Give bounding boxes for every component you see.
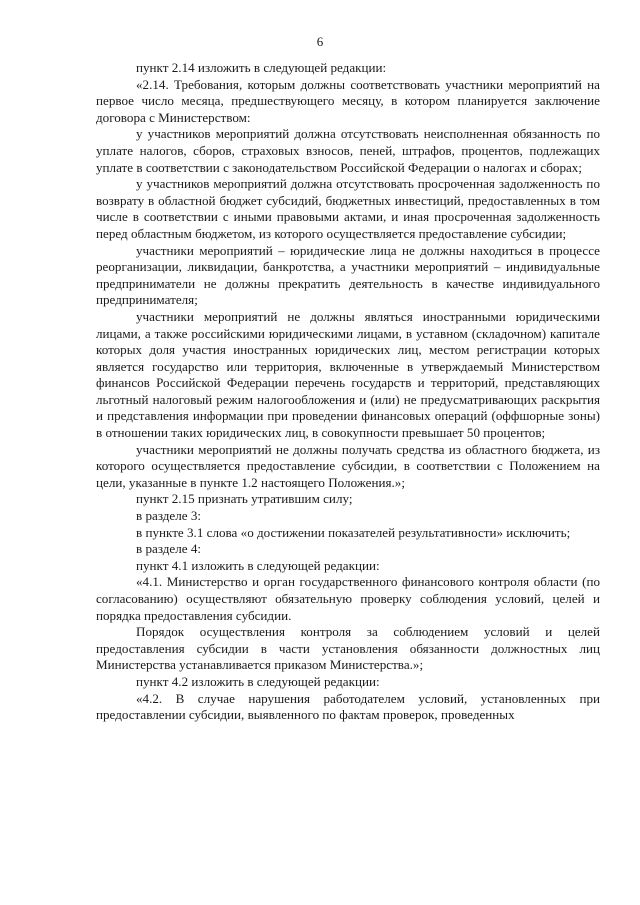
paragraph: у участников мероприятий должна отсутствовать неисполненная обязанность по уплате налогов, сборов, страховых взносов, пеней, штрафов, процентов, подлежащих уплате в соответствии с законодательством Российской Федерации о налогах и сборах;	[96, 126, 600, 175]
paragraph: участники мероприятий не должны являться иностранными юридическими лицами, а также российскими юридическими лицами, в уставном (складочном) капитале которых доля участия иностранных юридических лиц, местом регистрации которых является государство или территория, включенные в утверждаемый Министерством финансов Российской Федерации перечень государств и территорий, представляющих льготный налоговый режим налогообложения и (или) не предусматривающих раскрытия и представления информации при проведении финансовых операций (оффшорные зоны) в отношении таких юридических лиц, в совокупности превышает 50 процентов;	[96, 308, 600, 441]
paragraph: в разделе 4:	[136, 541, 202, 557]
paragraph: «4.2. В случае нарушения работодателем условий, установленных при предоставлении субсидии, выявленного по фактам проверок, проведенных	[96, 690, 600, 723]
paragraph: «2.14. Требования, которым должны соответствовать участники мероприятий на первое число месяца, предшествующего месяцу, в котором планируется заключение договора с Министерством:	[96, 76, 600, 125]
document-body	[96, 60, 600, 724]
paragraph: пункт 2.15 признать утратившим силу;	[136, 491, 353, 507]
paragraph: участники мероприятий не должны получать средства из областного бюджета, из которого осуществляется предоставление субсидии, в соответствии с Положением на цели, указанные в пункте 1.2 настоящего Положения.»;	[96, 441, 600, 490]
paragraph: в разделе 3:	[136, 508, 202, 524]
paragraph: пункт 4.1 изложить в следующей редакции:	[136, 557, 380, 573]
paragraph: «4.1. Министерство и орган государственного финансового контроля области (по согласованию) осуществляют обязательную проверку соблюдения условий, целей и порядка предоставления субсидии.	[96, 574, 600, 623]
paragraph: пункт 2.14 изложить в следующей редакции:	[136, 60, 387, 75]
paragraph: пункт 4.2 изложить в следующей редакции:	[136, 673, 380, 689]
paragraph: у участников мероприятий должна отсутствовать просроченная задолженность по возврату в областной бюджет субсидий, бюджетных инвестиций, предоставленных в том числе в соответствии с иными правовыми актами, и иная просроченная задолженность перед областным бюджетом, из которого осуществляется предоставление субсидии;	[96, 176, 600, 241]
paragraph: в пункте 3.1 слова «о достижении показателей результативности» исключить;	[136, 524, 571, 540]
page-number: 6	[316, 34, 324, 49]
paragraph: участники мероприятий – юридические лица не должны находиться в процессе реорганизации, ликвидации, банкротства, а участники мероприятий – индивидуальные предприниматели не должны прекратить деятельность в качестве индивидуального предпринимателя;	[96, 242, 600, 308]
paragraph: Порядок осуществления контроля за соблюдением условий и целей предоставления субсидии в части установления обязанности должностных лиц Министерства устанавливается приказом Министерства.»;	[96, 624, 600, 673]
